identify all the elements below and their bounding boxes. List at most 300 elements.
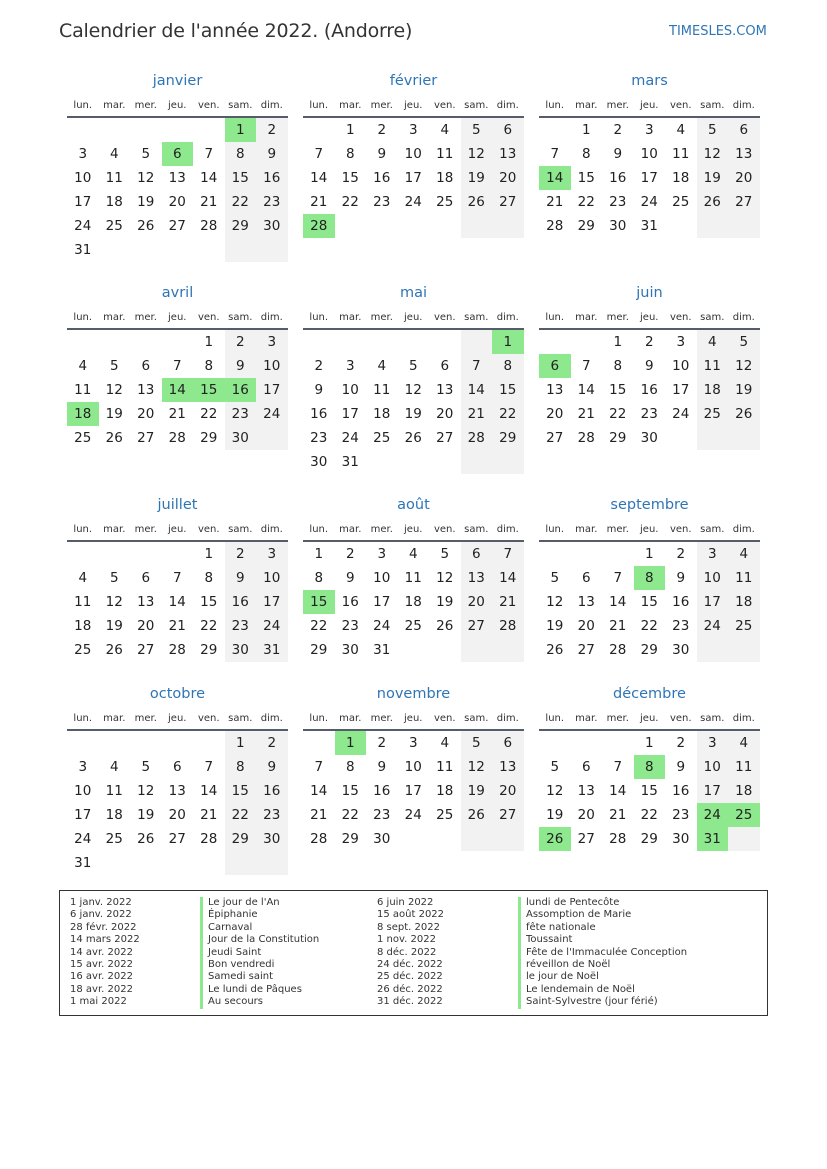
day-cell[interactable]: 16 xyxy=(310,406,328,422)
day-cell[interactable]: 24 xyxy=(341,430,359,446)
day-cell[interactable]: 29 xyxy=(492,426,524,450)
day-cell[interactable]: 30 xyxy=(373,831,391,847)
day-cell[interactable]: 20 xyxy=(577,618,595,634)
day-cell[interactable]: 1 xyxy=(225,731,257,755)
day-cell[interactable]: 8 xyxy=(634,566,666,590)
day-cell[interactable]: 10 xyxy=(256,566,288,590)
day-cell[interactable]: 24 xyxy=(74,218,92,234)
day-cell[interactable]: 11 xyxy=(74,594,92,610)
day-cell[interactable]: 17 xyxy=(697,779,729,803)
day-cell[interactable]: 5 xyxy=(440,546,450,562)
day-cell[interactable]: 21 xyxy=(200,807,218,823)
day-cell[interactable]: 5 xyxy=(728,330,760,354)
day-cell[interactable]: 30 xyxy=(341,642,359,658)
day-cell[interactable]: 8 xyxy=(613,358,623,374)
day-cell[interactable]: 17 xyxy=(404,170,422,186)
day-cell[interactable]: 26 xyxy=(546,642,564,658)
day-cell[interactable]: 11 xyxy=(373,382,391,398)
day-cell[interactable]: 23 xyxy=(373,807,391,823)
day-cell[interactable]: 3 xyxy=(408,735,418,751)
day-cell[interactable]: 14 xyxy=(200,783,218,799)
day-cell[interactable]: 22 xyxy=(225,803,257,827)
day-cell[interactable]: 13 xyxy=(577,594,595,610)
day-cell[interactable]: 18 xyxy=(697,378,729,402)
day-cell[interactable]: 1 xyxy=(345,122,355,138)
day-cell[interactable]: 30 xyxy=(310,454,328,470)
day-cell[interactable]: 15 xyxy=(303,590,335,614)
day-cell[interactable]: 23 xyxy=(256,803,288,827)
day-cell[interactable]: 19 xyxy=(404,406,422,422)
day-cell[interactable]: 2 xyxy=(676,735,686,751)
day-cell[interactable]: 11 xyxy=(404,570,422,586)
day-cell[interactable]: 16 xyxy=(640,382,658,398)
day-cell[interactable]: 3 xyxy=(78,146,88,162)
day-cell[interactable]: 24 xyxy=(640,194,658,210)
day-cell[interactable]: 22 xyxy=(225,190,257,214)
day-cell[interactable]: 13 xyxy=(168,170,186,186)
day-cell[interactable]: 6 xyxy=(539,354,571,378)
day-cell[interactable]: 27 xyxy=(492,190,524,214)
day-cell[interactable]: 20 xyxy=(492,779,524,803)
day-cell[interactable]: 25 xyxy=(728,614,760,638)
day-cell[interactable]: 20 xyxy=(137,618,155,634)
day-cell[interactable]: 6 xyxy=(141,358,151,374)
day-cell[interactable]: 1 xyxy=(613,334,623,350)
day-cell[interactable]: 27 xyxy=(461,614,493,638)
day-cell[interactable]: 30 xyxy=(672,831,690,847)
day-cell[interactable]: 4 xyxy=(377,358,387,374)
day-cell[interactable]: 14 xyxy=(200,170,218,186)
day-cell[interactable]: 28 xyxy=(577,430,595,446)
day-cell[interactable]: 29 xyxy=(225,827,257,851)
day-cell[interactable]: 9 xyxy=(676,570,686,586)
day-cell[interactable]: 31 xyxy=(341,454,359,470)
day-cell[interactable]: 13 xyxy=(461,566,493,590)
day-cell[interactable]: 26 xyxy=(728,402,760,426)
day-cell[interactable]: 16 xyxy=(672,594,690,610)
day-cell[interactable]: 27 xyxy=(577,642,595,658)
day-cell[interactable]: 11 xyxy=(697,354,729,378)
day-cell[interactable]: 4 xyxy=(408,546,418,562)
day-cell[interactable]: 13 xyxy=(577,783,595,799)
day-cell[interactable]: 16 xyxy=(225,590,257,614)
day-cell[interactable]: 26 xyxy=(436,618,454,634)
day-cell[interactable]: 28 xyxy=(546,218,564,234)
day-cell[interactable]: 8 xyxy=(634,755,666,779)
day-cell[interactable]: 22 xyxy=(577,194,595,210)
day-cell[interactable]: 2 xyxy=(314,358,324,374)
day-cell[interactable]: 6 xyxy=(581,570,591,586)
day-cell[interactable]: 20 xyxy=(461,590,493,614)
day-cell[interactable]: 13 xyxy=(546,382,564,398)
day-cell[interactable]: 11 xyxy=(672,146,690,162)
day-cell[interactable]: 14 xyxy=(577,382,595,398)
day-cell[interactable]: 14 xyxy=(539,166,571,190)
day-cell[interactable]: 24 xyxy=(697,803,729,827)
day-cell[interactable]: 19 xyxy=(461,166,493,190)
day-cell[interactable]: 23 xyxy=(373,194,391,210)
day-cell[interactable]: 10 xyxy=(697,755,729,779)
day-cell[interactable]: 9 xyxy=(377,146,387,162)
day-cell[interactable]: 13 xyxy=(137,594,155,610)
day-cell[interactable]: 19 xyxy=(137,194,155,210)
day-cell[interactable]: 13 xyxy=(436,382,454,398)
day-cell[interactable]: 23 xyxy=(341,618,359,634)
day-cell[interactable]: 3 xyxy=(676,334,686,350)
day-cell[interactable]: 26 xyxy=(105,642,123,658)
day-cell[interactable]: 12 xyxy=(404,382,422,398)
day-cell[interactable]: 19 xyxy=(137,807,155,823)
day-cell[interactable]: 26 xyxy=(105,430,123,446)
day-cell[interactable]: 10 xyxy=(697,566,729,590)
day-cell[interactable]: 23 xyxy=(225,402,257,426)
day-cell[interactable]: 17 xyxy=(74,807,92,823)
site-link[interactable]: TIMESLES.COM xyxy=(669,24,767,39)
day-cell[interactable]: 4 xyxy=(440,735,450,751)
day-cell[interactable]: 8 xyxy=(204,358,214,374)
day-cell[interactable]: 25 xyxy=(74,642,92,658)
day-cell[interactable]: 12 xyxy=(546,783,564,799)
day-cell[interactable]: 5 xyxy=(109,570,119,586)
day-cell[interactable]: 1 xyxy=(644,546,654,562)
day-cell[interactable]: 12 xyxy=(461,142,493,166)
day-cell[interactable]: 3 xyxy=(408,122,418,138)
day-cell[interactable]: 9 xyxy=(225,354,257,378)
day-cell[interactable]: 4 xyxy=(697,330,729,354)
day-cell[interactable]: 28 xyxy=(609,642,627,658)
day-cell[interactable]: 30 xyxy=(672,642,690,658)
day-cell[interactable]: 23 xyxy=(256,190,288,214)
day-cell[interactable]: 13 xyxy=(168,783,186,799)
day-cell[interactable]: 26 xyxy=(461,190,493,214)
day-cell[interactable]: 11 xyxy=(74,382,92,398)
day-cell[interactable]: 2 xyxy=(377,735,387,751)
day-cell[interactable]: 5 xyxy=(141,146,151,162)
day-cell[interactable]: 12 xyxy=(436,570,454,586)
day-cell[interactable]: 11 xyxy=(105,170,123,186)
day-cell[interactable]: 25 xyxy=(404,618,422,634)
day-cell[interactable]: 8 xyxy=(581,146,591,162)
day-cell[interactable]: 23 xyxy=(640,406,658,422)
day-cell[interactable]: 18 xyxy=(105,194,123,210)
day-cell[interactable]: 8 xyxy=(225,755,257,779)
day-cell[interactable]: 18 xyxy=(74,618,92,634)
day-cell[interactable]: 6 xyxy=(492,731,524,755)
day-cell[interactable]: 6 xyxy=(141,570,151,586)
day-cell[interactable]: 12 xyxy=(728,354,760,378)
day-cell[interactable]: 24 xyxy=(373,618,391,634)
day-cell[interactable]: 28 xyxy=(492,614,524,638)
day-cell[interactable]: 17 xyxy=(672,382,690,398)
day-cell[interactable]: 1 xyxy=(204,334,214,350)
day-cell[interactable]: 22 xyxy=(200,406,218,422)
day-cell[interactable]: 13 xyxy=(728,142,760,166)
day-cell[interactable]: 1 xyxy=(204,546,214,562)
day-cell[interactable]: 16 xyxy=(373,170,391,186)
day-cell[interactable]: 23 xyxy=(310,430,328,446)
day-cell[interactable]: 2 xyxy=(225,330,257,354)
day-cell[interactable]: 30 xyxy=(609,218,627,234)
day-cell[interactable]: 6 xyxy=(581,759,591,775)
day-cell[interactable]: 9 xyxy=(613,146,623,162)
day-cell[interactable]: 2 xyxy=(377,122,387,138)
day-cell[interactable]: 9 xyxy=(225,566,257,590)
day-cell[interactable]: 31 xyxy=(74,242,92,258)
day-cell[interactable]: 5 xyxy=(141,759,151,775)
day-cell[interactable]: 16 xyxy=(609,170,627,186)
day-cell[interactable]: 14 xyxy=(310,170,328,186)
day-cell[interactable]: 5 xyxy=(697,118,729,142)
day-cell[interactable]: 21 xyxy=(492,590,524,614)
day-cell[interactable]: 7 xyxy=(314,759,324,775)
day-cell[interactable]: 17 xyxy=(74,194,92,210)
day-cell[interactable]: 27 xyxy=(728,190,760,214)
day-cell[interactable]: 16 xyxy=(225,378,257,402)
day-cell[interactable]: 13 xyxy=(492,142,524,166)
day-cell[interactable]: 27 xyxy=(137,430,155,446)
day-cell[interactable]: 12 xyxy=(105,382,123,398)
day-cell[interactable]: 27 xyxy=(546,430,564,446)
day-cell[interactable]: 29 xyxy=(609,430,627,446)
day-cell[interactable]: 5 xyxy=(550,759,560,775)
day-cell[interactable]: 28 xyxy=(303,214,335,238)
day-cell[interactable]: 27 xyxy=(137,642,155,658)
day-cell[interactable]: 3 xyxy=(697,542,729,566)
day-cell[interactable]: 8 xyxy=(225,142,257,166)
day-cell[interactable]: 14 xyxy=(609,783,627,799)
day-cell[interactable]: 23 xyxy=(672,618,690,634)
day-cell[interactable]: 29 xyxy=(577,218,595,234)
day-cell[interactable]: 4 xyxy=(109,759,119,775)
day-cell[interactable]: 29 xyxy=(310,642,328,658)
day-cell[interactable]: 28 xyxy=(168,430,186,446)
day-cell[interactable]: 15 xyxy=(193,378,225,402)
day-cell[interactable]: 15 xyxy=(225,779,257,803)
day-cell[interactable]: 6 xyxy=(172,759,182,775)
day-cell[interactable]: 9 xyxy=(676,759,686,775)
day-cell[interactable]: 22 xyxy=(640,618,658,634)
day-cell[interactable]: 26 xyxy=(539,827,571,851)
day-cell[interactable]: 7 xyxy=(581,358,591,374)
day-cell[interactable]: 30 xyxy=(256,827,288,851)
day-cell[interactable]: 24 xyxy=(256,402,288,426)
day-cell[interactable]: 29 xyxy=(640,831,658,847)
day-cell[interactable]: 15 xyxy=(341,170,359,186)
day-cell[interactable]: 21 xyxy=(310,807,328,823)
day-cell[interactable]: 23 xyxy=(609,194,627,210)
day-cell[interactable]: 6 xyxy=(461,542,493,566)
day-cell[interactable]: 14 xyxy=(492,566,524,590)
day-cell[interactable]: 7 xyxy=(314,146,324,162)
day-cell[interactable]: 9 xyxy=(644,358,654,374)
day-cell[interactable]: 15 xyxy=(640,783,658,799)
day-cell[interactable]: 7 xyxy=(492,542,524,566)
day-cell[interactable]: 21 xyxy=(609,618,627,634)
day-cell[interactable]: 25 xyxy=(436,807,454,823)
day-cell[interactable]: 15 xyxy=(577,170,595,186)
day-cell[interactable]: 25 xyxy=(373,430,391,446)
day-cell[interactable]: 4 xyxy=(109,146,119,162)
day-cell[interactable]: 18 xyxy=(436,170,454,186)
day-cell[interactable]: 3 xyxy=(256,542,288,566)
day-cell[interactable]: 12 xyxy=(137,170,155,186)
day-cell[interactable]: 31 xyxy=(640,218,658,234)
day-cell[interactable]: 5 xyxy=(408,358,418,374)
day-cell[interactable]: 15 xyxy=(492,378,524,402)
day-cell[interactable]: 11 xyxy=(436,146,454,162)
day-cell[interactable]: 21 xyxy=(200,194,218,210)
day-cell[interactable]: 16 xyxy=(672,783,690,799)
day-cell[interactable]: 28 xyxy=(310,831,328,847)
day-cell[interactable]: 11 xyxy=(105,783,123,799)
day-cell[interactable]: 21 xyxy=(577,406,595,422)
day-cell[interactable]: 9 xyxy=(314,382,324,398)
day-cell[interactable]: 24 xyxy=(256,614,288,638)
day-cell[interactable]: 8 xyxy=(345,759,355,775)
day-cell[interactable]: 28 xyxy=(200,218,218,234)
day-cell[interactable]: 6 xyxy=(440,358,450,374)
day-cell[interactable]: 2 xyxy=(256,118,288,142)
day-cell[interactable]: 10 xyxy=(640,146,658,162)
day-cell[interactable]: 16 xyxy=(256,779,288,803)
day-cell[interactable]: 28 xyxy=(609,831,627,847)
day-cell[interactable]: 12 xyxy=(105,594,123,610)
day-cell[interactable]: 21 xyxy=(461,402,493,426)
day-cell[interactable]: 15 xyxy=(609,382,627,398)
day-cell[interactable]: 6 xyxy=(492,118,524,142)
day-cell[interactable]: 3 xyxy=(256,330,288,354)
day-cell[interactable]: 15 xyxy=(640,594,658,610)
day-cell[interactable]: 17 xyxy=(373,594,391,610)
day-cell[interactable]: 18 xyxy=(436,783,454,799)
day-cell[interactable]: 2 xyxy=(345,546,355,562)
day-cell[interactable]: 1 xyxy=(644,735,654,751)
day-cell[interactable]: 30 xyxy=(225,426,257,450)
day-cell[interactable]: 29 xyxy=(341,831,359,847)
day-cell[interactable]: 30 xyxy=(640,430,658,446)
day-cell[interactable]: 20 xyxy=(546,406,564,422)
day-cell[interactable]: 18 xyxy=(67,402,99,426)
day-cell[interactable]: 24 xyxy=(672,406,690,422)
day-cell[interactable]: 28 xyxy=(200,831,218,847)
day-cell[interactable]: 25 xyxy=(697,402,729,426)
day-cell[interactable]: 18 xyxy=(672,170,690,186)
day-cell[interactable]: 21 xyxy=(168,406,186,422)
day-cell[interactable]: 28 xyxy=(168,642,186,658)
day-cell[interactable]: 13 xyxy=(492,755,524,779)
day-cell[interactable]: 20 xyxy=(436,406,454,422)
day-cell[interactable]: 4 xyxy=(728,542,760,566)
day-cell[interactable]: 29 xyxy=(225,214,257,238)
day-cell[interactable]: 10 xyxy=(672,358,690,374)
day-cell[interactable]: 18 xyxy=(404,594,422,610)
day-cell[interactable]: 3 xyxy=(78,759,88,775)
day-cell[interactable]: 17 xyxy=(256,378,288,402)
day-cell[interactable]: 24 xyxy=(697,614,729,638)
day-cell[interactable]: 6 xyxy=(162,142,194,166)
day-cell[interactable]: 26 xyxy=(404,430,422,446)
day-cell[interactable]: 17 xyxy=(341,406,359,422)
day-cell[interactable]: 22 xyxy=(609,406,627,422)
day-cell[interactable]: 31 xyxy=(373,642,391,658)
day-cell[interactable]: 2 xyxy=(256,731,288,755)
day-cell[interactable]: 12 xyxy=(137,783,155,799)
day-cell[interactable]: 5 xyxy=(461,731,493,755)
day-cell[interactable]: 7 xyxy=(550,146,560,162)
day-cell[interactable]: 11 xyxy=(436,759,454,775)
day-cell[interactable]: 10 xyxy=(404,759,422,775)
day-cell[interactable]: 15 xyxy=(225,166,257,190)
day-cell[interactable]: 27 xyxy=(168,218,186,234)
day-cell[interactable]: 10 xyxy=(373,570,391,586)
day-cell[interactable]: 19 xyxy=(728,378,760,402)
day-cell[interactable]: 27 xyxy=(577,831,595,847)
day-cell[interactable]: 2 xyxy=(225,542,257,566)
day-cell[interactable]: 18 xyxy=(105,807,123,823)
day-cell[interactable]: 14 xyxy=(609,594,627,610)
day-cell[interactable]: 1 xyxy=(314,546,324,562)
day-cell[interactable]: 19 xyxy=(461,779,493,803)
day-cell[interactable]: 7 xyxy=(172,358,182,374)
day-cell[interactable]: 12 xyxy=(697,142,729,166)
day-cell[interactable]: 25 xyxy=(672,194,690,210)
day-cell[interactable]: 17 xyxy=(256,590,288,614)
day-cell[interactable]: 9 xyxy=(345,570,355,586)
day-cell[interactable]: 14 xyxy=(310,783,328,799)
day-cell[interactable]: 15 xyxy=(200,594,218,610)
day-cell[interactable]: 27 xyxy=(168,831,186,847)
day-cell[interactable]: 12 xyxy=(546,594,564,610)
day-cell[interactable]: 6 xyxy=(728,118,760,142)
day-cell[interactable]: 18 xyxy=(373,406,391,422)
day-cell[interactable]: 24 xyxy=(404,807,422,823)
day-cell[interactable]: 3 xyxy=(644,122,654,138)
day-cell[interactable]: 27 xyxy=(436,430,454,446)
day-cell[interactable]: 7 xyxy=(204,146,214,162)
day-cell[interactable]: 25 xyxy=(105,218,123,234)
day-cell[interactable]: 10 xyxy=(404,146,422,162)
day-cell[interactable]: 7 xyxy=(172,570,182,586)
day-cell[interactable]: 13 xyxy=(137,382,155,398)
day-cell[interactable]: 25 xyxy=(74,430,92,446)
day-cell[interactable]: 17 xyxy=(404,783,422,799)
day-cell[interactable]: 24 xyxy=(404,194,422,210)
day-cell[interactable]: 7 xyxy=(204,759,214,775)
day-cell[interactable]: 31 xyxy=(74,855,92,871)
day-cell[interactable]: 5 xyxy=(109,358,119,374)
day-cell[interactable]: 17 xyxy=(640,170,658,186)
day-cell[interactable]: 25 xyxy=(436,194,454,210)
day-cell[interactable]: 30 xyxy=(225,638,257,662)
day-cell[interactable]: 7 xyxy=(613,570,623,586)
day-cell[interactable]: 31 xyxy=(697,827,729,851)
day-cell[interactable]: 8 xyxy=(345,146,355,162)
day-cell[interactable]: 2 xyxy=(613,122,623,138)
day-cell[interactable]: 20 xyxy=(577,807,595,823)
day-cell[interactable]: 19 xyxy=(436,594,454,610)
day-cell[interactable]: 18 xyxy=(728,590,760,614)
day-cell[interactable]: 16 xyxy=(341,594,359,610)
day-cell[interactable]: 23 xyxy=(672,807,690,823)
day-cell[interactable]: 24 xyxy=(74,831,92,847)
day-cell[interactable]: 7 xyxy=(613,759,623,775)
day-cell[interactable]: 26 xyxy=(461,803,493,827)
day-cell[interactable]: 11 xyxy=(728,566,760,590)
day-cell[interactable]: 29 xyxy=(640,642,658,658)
day-cell[interactable]: 19 xyxy=(546,807,564,823)
day-cell[interactable]: 3 xyxy=(697,731,729,755)
day-cell[interactable]: 7 xyxy=(461,354,493,378)
